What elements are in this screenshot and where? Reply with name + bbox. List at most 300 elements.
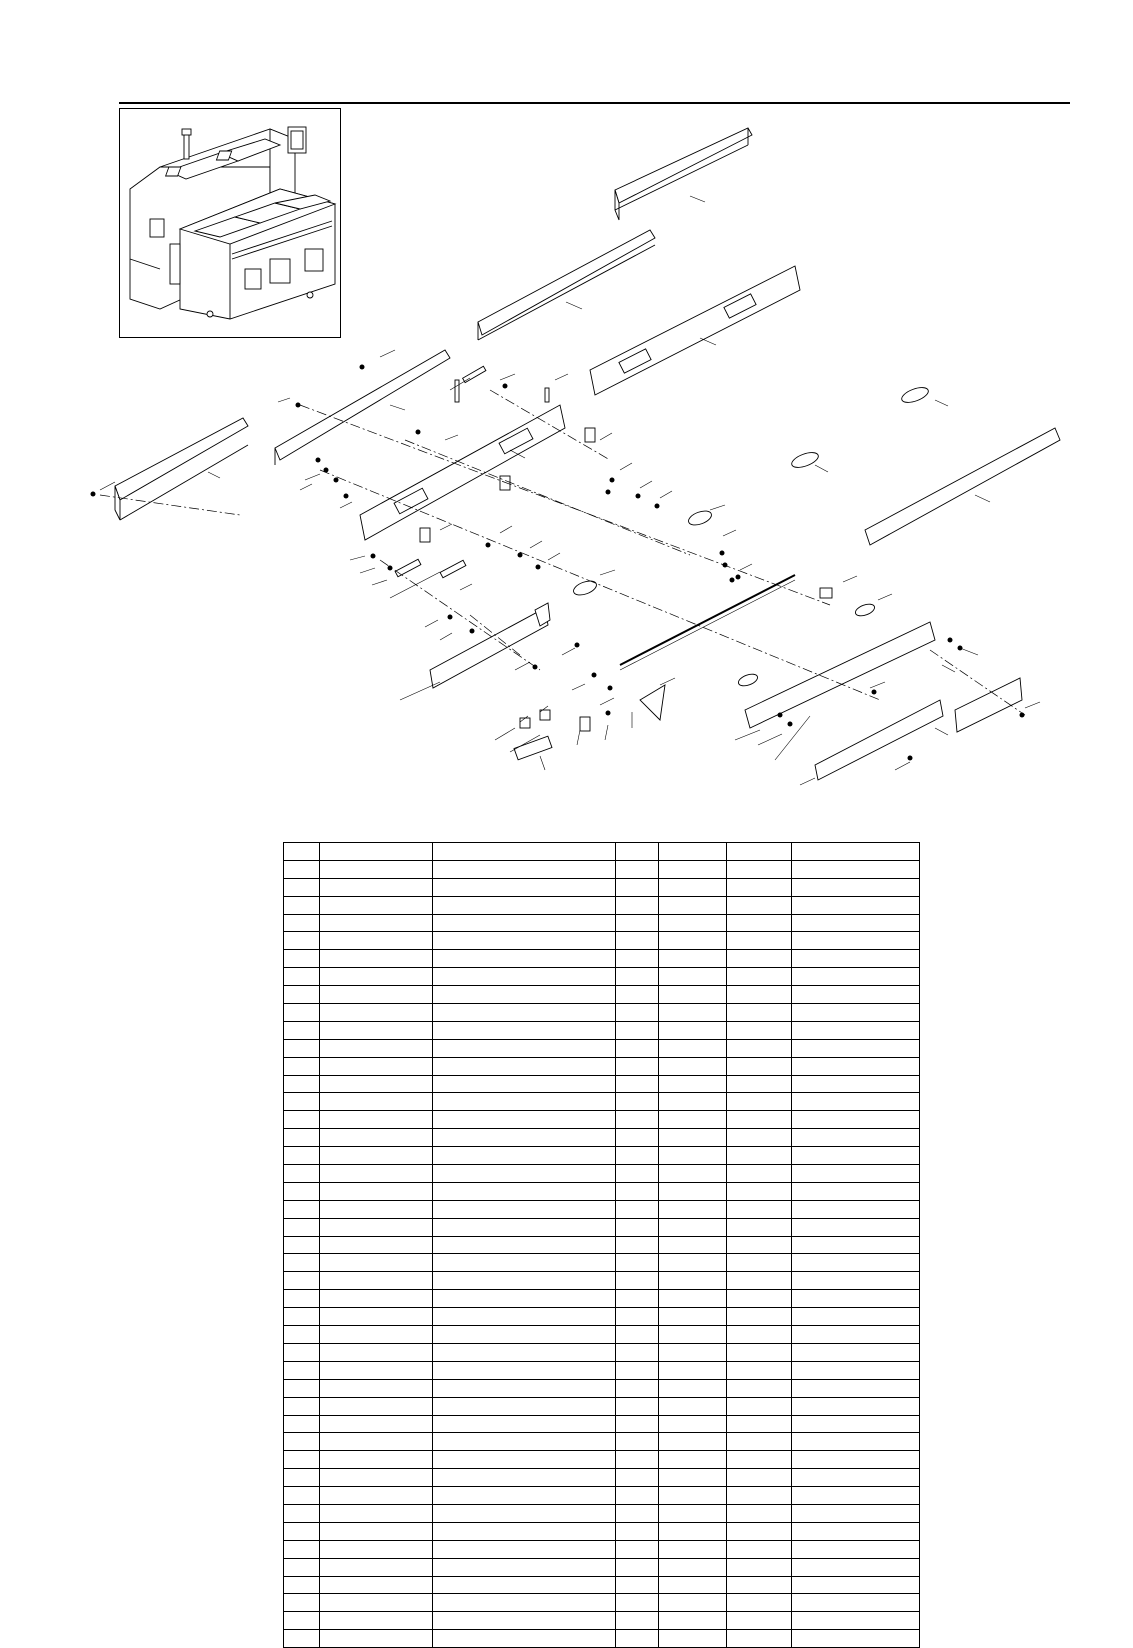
table-cell bbox=[659, 1254, 727, 1272]
table-cell bbox=[616, 986, 659, 1004]
table-cell bbox=[284, 1558, 320, 1576]
table-cell bbox=[284, 1254, 320, 1272]
table-cell bbox=[659, 1200, 727, 1218]
table-cell bbox=[727, 1182, 792, 1200]
table-cell bbox=[284, 1075, 320, 1093]
table-cell bbox=[659, 1236, 727, 1254]
table-cell bbox=[433, 1218, 616, 1236]
table-cell bbox=[616, 1165, 659, 1183]
table-header-cell bbox=[659, 843, 727, 861]
table-header-cell bbox=[616, 843, 659, 861]
table-cell bbox=[433, 1057, 616, 1075]
table-cell bbox=[616, 1576, 659, 1594]
table-row bbox=[284, 932, 920, 950]
table-cell bbox=[727, 1165, 792, 1183]
table-cell bbox=[727, 1433, 792, 1451]
table-cell bbox=[792, 1129, 920, 1147]
table-cell bbox=[659, 986, 727, 1004]
table-cell bbox=[727, 1469, 792, 1487]
table-cell bbox=[616, 1308, 659, 1326]
table-cell bbox=[792, 986, 920, 1004]
table-cell bbox=[792, 968, 920, 986]
table-cell bbox=[659, 1343, 727, 1361]
table-cell bbox=[320, 1254, 433, 1272]
table-cell bbox=[433, 1021, 616, 1039]
table-row bbox=[284, 896, 920, 914]
table-cell bbox=[792, 1522, 920, 1540]
table-cell bbox=[727, 860, 792, 878]
table-cell bbox=[320, 1594, 433, 1612]
table-cell bbox=[727, 1254, 792, 1272]
table-cell bbox=[659, 1487, 727, 1505]
table-cell bbox=[433, 968, 616, 986]
table-header-cell bbox=[320, 843, 433, 861]
table-cell bbox=[659, 1004, 727, 1022]
table-cell bbox=[284, 1326, 320, 1344]
table-cell bbox=[616, 1075, 659, 1093]
table-cell bbox=[792, 1236, 920, 1254]
table-cell bbox=[727, 1540, 792, 1558]
table-cell bbox=[433, 1147, 616, 1165]
table-cell bbox=[320, 1451, 433, 1469]
table-row bbox=[284, 1326, 920, 1344]
table-cell bbox=[433, 1415, 616, 1433]
table-cell bbox=[616, 860, 659, 878]
table-cell bbox=[320, 914, 433, 932]
table-cell bbox=[433, 1165, 616, 1183]
table-cell bbox=[727, 1093, 792, 1111]
table-cell bbox=[616, 1111, 659, 1129]
table-row bbox=[284, 1630, 920, 1648]
table-cell bbox=[659, 1504, 727, 1522]
table-row bbox=[284, 1397, 920, 1415]
table-cell bbox=[284, 932, 320, 950]
table-cell bbox=[284, 1147, 320, 1165]
table-cell bbox=[320, 986, 433, 1004]
table-cell bbox=[284, 1308, 320, 1326]
table-cell bbox=[284, 986, 320, 1004]
table-cell bbox=[433, 1343, 616, 1361]
table-cell bbox=[659, 968, 727, 986]
table-cell bbox=[616, 1057, 659, 1075]
table-cell bbox=[792, 1576, 920, 1594]
table-cell bbox=[727, 950, 792, 968]
table-cell bbox=[727, 1326, 792, 1344]
table-cell bbox=[433, 1254, 616, 1272]
table-row bbox=[284, 1540, 920, 1558]
table-cell bbox=[792, 1254, 920, 1272]
table-cell bbox=[616, 1415, 659, 1433]
table-cell bbox=[616, 1004, 659, 1022]
table-cell bbox=[727, 1147, 792, 1165]
table-cell bbox=[284, 1504, 320, 1522]
table-cell bbox=[284, 860, 320, 878]
table-cell bbox=[659, 1147, 727, 1165]
table-cell bbox=[659, 914, 727, 932]
table-cell bbox=[284, 1039, 320, 1057]
table-cell bbox=[433, 986, 616, 1004]
table-cell bbox=[792, 1057, 920, 1075]
table-cell bbox=[320, 1308, 433, 1326]
parts-list-table bbox=[283, 842, 920, 1648]
table-cell bbox=[284, 1594, 320, 1612]
table-cell bbox=[320, 1182, 433, 1200]
table-cell bbox=[320, 1004, 433, 1022]
table-cell bbox=[792, 1021, 920, 1039]
table-cell bbox=[320, 1272, 433, 1290]
table-cell bbox=[792, 1004, 920, 1022]
table-cell bbox=[320, 1236, 433, 1254]
table-cell bbox=[616, 1504, 659, 1522]
table-row bbox=[284, 1522, 920, 1540]
table-cell bbox=[616, 1129, 659, 1147]
table-cell bbox=[616, 1540, 659, 1558]
table-row bbox=[284, 878, 920, 896]
table-cell bbox=[320, 1379, 433, 1397]
table-cell bbox=[616, 1039, 659, 1057]
table-cell bbox=[659, 1522, 727, 1540]
table-cell bbox=[320, 1487, 433, 1505]
table-row bbox=[284, 1612, 920, 1630]
table-cell bbox=[792, 1182, 920, 1200]
table-cell bbox=[433, 1612, 616, 1630]
table-header-cell bbox=[727, 843, 792, 861]
table-cell bbox=[659, 1021, 727, 1039]
table-cell bbox=[727, 1379, 792, 1397]
table-row bbox=[284, 1111, 920, 1129]
table-cell bbox=[284, 878, 320, 896]
table-cell bbox=[433, 1272, 616, 1290]
table-cell bbox=[792, 1558, 920, 1576]
table-cell bbox=[659, 1379, 727, 1397]
table-cell bbox=[727, 1630, 792, 1648]
table-cell bbox=[659, 860, 727, 878]
table-cell bbox=[792, 1165, 920, 1183]
table-cell bbox=[616, 932, 659, 950]
table-cell bbox=[320, 1057, 433, 1075]
table-cell bbox=[727, 1522, 792, 1540]
table-cell bbox=[659, 1612, 727, 1630]
table-cell bbox=[792, 1397, 920, 1415]
table-cell bbox=[284, 896, 320, 914]
table-cell bbox=[616, 1397, 659, 1415]
table-cell bbox=[792, 1540, 920, 1558]
table-row bbox=[284, 1129, 920, 1147]
table-row bbox=[284, 1182, 920, 1200]
table-cell bbox=[284, 914, 320, 932]
table-cell bbox=[433, 1361, 616, 1379]
table-cell bbox=[284, 1343, 320, 1361]
table-cell bbox=[616, 896, 659, 914]
table-cell bbox=[320, 1129, 433, 1147]
table-cell bbox=[616, 1200, 659, 1218]
table-row bbox=[284, 914, 920, 932]
table-cell bbox=[284, 1182, 320, 1200]
table-cell bbox=[659, 1576, 727, 1594]
table-cell bbox=[284, 1165, 320, 1183]
table-cell bbox=[659, 1469, 727, 1487]
table-row bbox=[284, 1039, 920, 1057]
table-cell bbox=[727, 1039, 792, 1057]
table-cell bbox=[727, 1004, 792, 1022]
table-cell bbox=[433, 1540, 616, 1558]
table-cell bbox=[320, 1343, 433, 1361]
table-cell bbox=[659, 1433, 727, 1451]
table-cell bbox=[284, 1451, 320, 1469]
table-cell bbox=[320, 1075, 433, 1093]
table-cell bbox=[659, 932, 727, 950]
table-cell bbox=[659, 878, 727, 896]
table-cell bbox=[727, 1594, 792, 1612]
table-cell bbox=[792, 932, 920, 950]
table-cell bbox=[792, 896, 920, 914]
table-cell bbox=[433, 1093, 616, 1111]
table-cell bbox=[284, 1093, 320, 1111]
table-row bbox=[284, 1487, 920, 1505]
table-cell bbox=[284, 1361, 320, 1379]
table-cell bbox=[792, 914, 920, 932]
table-row bbox=[284, 1343, 920, 1361]
table-cell bbox=[616, 1630, 659, 1648]
table-row bbox=[284, 1165, 920, 1183]
table-row bbox=[284, 950, 920, 968]
table-cell bbox=[616, 1021, 659, 1039]
table-cell bbox=[792, 1111, 920, 1129]
table-cell bbox=[659, 1039, 727, 1057]
table-cell bbox=[727, 968, 792, 986]
table-cell bbox=[792, 1612, 920, 1630]
table-cell bbox=[284, 1111, 320, 1129]
table-cell bbox=[616, 1290, 659, 1308]
table-cell bbox=[284, 1630, 320, 1648]
table-cell bbox=[433, 1182, 616, 1200]
table-cell bbox=[659, 1093, 727, 1111]
table-cell bbox=[727, 1129, 792, 1147]
table-cell bbox=[792, 1504, 920, 1522]
table-cell bbox=[284, 1218, 320, 1236]
table-cell bbox=[792, 1433, 920, 1451]
table-cell bbox=[433, 1397, 616, 1415]
table-cell bbox=[727, 1343, 792, 1361]
table-cell bbox=[727, 1057, 792, 1075]
table-cell bbox=[320, 1504, 433, 1522]
table-row bbox=[284, 1379, 920, 1397]
table-cell bbox=[792, 1326, 920, 1344]
table-cell bbox=[616, 968, 659, 986]
table-row bbox=[284, 1290, 920, 1308]
table-cell bbox=[792, 1308, 920, 1326]
table-cell bbox=[284, 1057, 320, 1075]
table-cell bbox=[659, 1308, 727, 1326]
table-cell bbox=[727, 878, 792, 896]
exploded-diagram-icon bbox=[0, 0, 1133, 800]
table-cell bbox=[792, 1200, 920, 1218]
table-cell bbox=[320, 950, 433, 968]
table-row bbox=[284, 1594, 920, 1612]
table-cell bbox=[433, 1558, 616, 1576]
table-cell bbox=[433, 1075, 616, 1093]
table-cell bbox=[433, 1004, 616, 1022]
table-cell bbox=[320, 1290, 433, 1308]
table-cell bbox=[320, 1039, 433, 1057]
table-cell bbox=[284, 1021, 320, 1039]
table-cell bbox=[792, 1630, 920, 1648]
table-row bbox=[284, 1093, 920, 1111]
table-cell bbox=[320, 932, 433, 950]
table-cell bbox=[792, 1147, 920, 1165]
table-cell bbox=[284, 1379, 320, 1397]
table-cell bbox=[320, 1326, 433, 1344]
table-cell bbox=[433, 932, 616, 950]
table-cell bbox=[320, 1397, 433, 1415]
table-cell bbox=[659, 1558, 727, 1576]
table-cell bbox=[659, 1451, 727, 1469]
table-cell bbox=[792, 1218, 920, 1236]
table-row bbox=[284, 1057, 920, 1075]
table-cell bbox=[792, 1451, 920, 1469]
table-cell bbox=[616, 1343, 659, 1361]
table-cell bbox=[727, 1236, 792, 1254]
table-cell bbox=[616, 878, 659, 896]
table-cell bbox=[284, 1487, 320, 1505]
table-cell bbox=[792, 878, 920, 896]
table-cell bbox=[792, 1272, 920, 1290]
table-header-cell bbox=[284, 843, 320, 861]
table-cell bbox=[659, 1129, 727, 1147]
table-cell bbox=[727, 1576, 792, 1594]
table-row bbox=[284, 1415, 920, 1433]
table-cell bbox=[616, 1361, 659, 1379]
table-cell bbox=[659, 1272, 727, 1290]
table-row bbox=[284, 1004, 920, 1022]
table-cell bbox=[433, 1111, 616, 1129]
table-cell bbox=[320, 878, 433, 896]
table-row bbox=[284, 860, 920, 878]
table-cell bbox=[727, 932, 792, 950]
table-cell bbox=[433, 1576, 616, 1594]
table-cell bbox=[792, 1075, 920, 1093]
table-cell bbox=[659, 1540, 727, 1558]
table-row bbox=[284, 1433, 920, 1451]
table-row bbox=[284, 1254, 920, 1272]
table-cell bbox=[433, 1039, 616, 1057]
table-cell bbox=[433, 896, 616, 914]
table-cell bbox=[616, 1236, 659, 1254]
table-cell bbox=[792, 1039, 920, 1057]
table-cell bbox=[659, 1326, 727, 1344]
table-header-cell bbox=[433, 843, 616, 861]
table-cell bbox=[433, 1308, 616, 1326]
table-cell bbox=[659, 1075, 727, 1093]
table-row bbox=[284, 1147, 920, 1165]
table-cell bbox=[616, 1254, 659, 1272]
table-header-row bbox=[284, 843, 920, 861]
table-cell bbox=[616, 1469, 659, 1487]
table-cell bbox=[727, 1308, 792, 1326]
table-cell bbox=[320, 1433, 433, 1451]
table-cell bbox=[727, 1612, 792, 1630]
table-cell bbox=[433, 1504, 616, 1522]
table-cell bbox=[433, 878, 616, 896]
table-cell bbox=[320, 896, 433, 914]
table-row bbox=[284, 1200, 920, 1218]
table-cell bbox=[433, 1290, 616, 1308]
table-row bbox=[284, 1021, 920, 1039]
table-cell bbox=[616, 1218, 659, 1236]
table-cell bbox=[659, 1218, 727, 1236]
table-cell bbox=[616, 1379, 659, 1397]
table-cell bbox=[659, 1182, 727, 1200]
table-cell bbox=[792, 1487, 920, 1505]
table-cell bbox=[284, 1397, 320, 1415]
table-cell bbox=[659, 950, 727, 968]
table-cell bbox=[727, 986, 792, 1004]
table-cell bbox=[727, 1504, 792, 1522]
table-cell bbox=[284, 1522, 320, 1540]
table-cell bbox=[320, 1576, 433, 1594]
table-header-cell bbox=[792, 843, 920, 861]
table-cell bbox=[433, 1200, 616, 1218]
table-cell bbox=[792, 860, 920, 878]
table-cell bbox=[727, 1397, 792, 1415]
table-cell bbox=[320, 1093, 433, 1111]
table-cell bbox=[433, 1129, 616, 1147]
table-cell bbox=[284, 1540, 320, 1558]
table-row bbox=[284, 1075, 920, 1093]
table-cell bbox=[284, 1576, 320, 1594]
table-cell bbox=[616, 1451, 659, 1469]
table-cell bbox=[284, 1612, 320, 1630]
table-cell bbox=[284, 1236, 320, 1254]
table-cell bbox=[727, 1558, 792, 1576]
table-cell bbox=[792, 1290, 920, 1308]
table-cell bbox=[433, 1594, 616, 1612]
table-cell bbox=[659, 1290, 727, 1308]
table-cell bbox=[284, 1272, 320, 1290]
table-cell bbox=[616, 1594, 659, 1612]
table-cell bbox=[727, 1218, 792, 1236]
table-cell bbox=[320, 1469, 433, 1487]
table-row bbox=[284, 968, 920, 986]
table-cell bbox=[320, 1021, 433, 1039]
table-cell bbox=[320, 1612, 433, 1630]
table-cell bbox=[792, 1379, 920, 1397]
table-cell bbox=[284, 1469, 320, 1487]
table-row bbox=[284, 1558, 920, 1576]
table-cell bbox=[659, 896, 727, 914]
table-cell bbox=[433, 1630, 616, 1648]
table-row bbox=[284, 1272, 920, 1290]
table-cell bbox=[320, 1200, 433, 1218]
table-cell bbox=[659, 1361, 727, 1379]
table-cell bbox=[616, 1612, 659, 1630]
table-row bbox=[284, 986, 920, 1004]
table-cell bbox=[616, 1487, 659, 1505]
table-cell bbox=[433, 1487, 616, 1505]
table-cell bbox=[433, 914, 616, 932]
table-cell bbox=[284, 1433, 320, 1451]
table-cell bbox=[659, 1594, 727, 1612]
table-cell bbox=[320, 968, 433, 986]
table-cell bbox=[616, 1522, 659, 1540]
table-cell bbox=[616, 1272, 659, 1290]
table-row bbox=[284, 1469, 920, 1487]
table-cell bbox=[792, 1343, 920, 1361]
table-cell bbox=[659, 1165, 727, 1183]
table-row bbox=[284, 1218, 920, 1236]
table-cell bbox=[320, 1522, 433, 1540]
table-cell bbox=[433, 1451, 616, 1469]
